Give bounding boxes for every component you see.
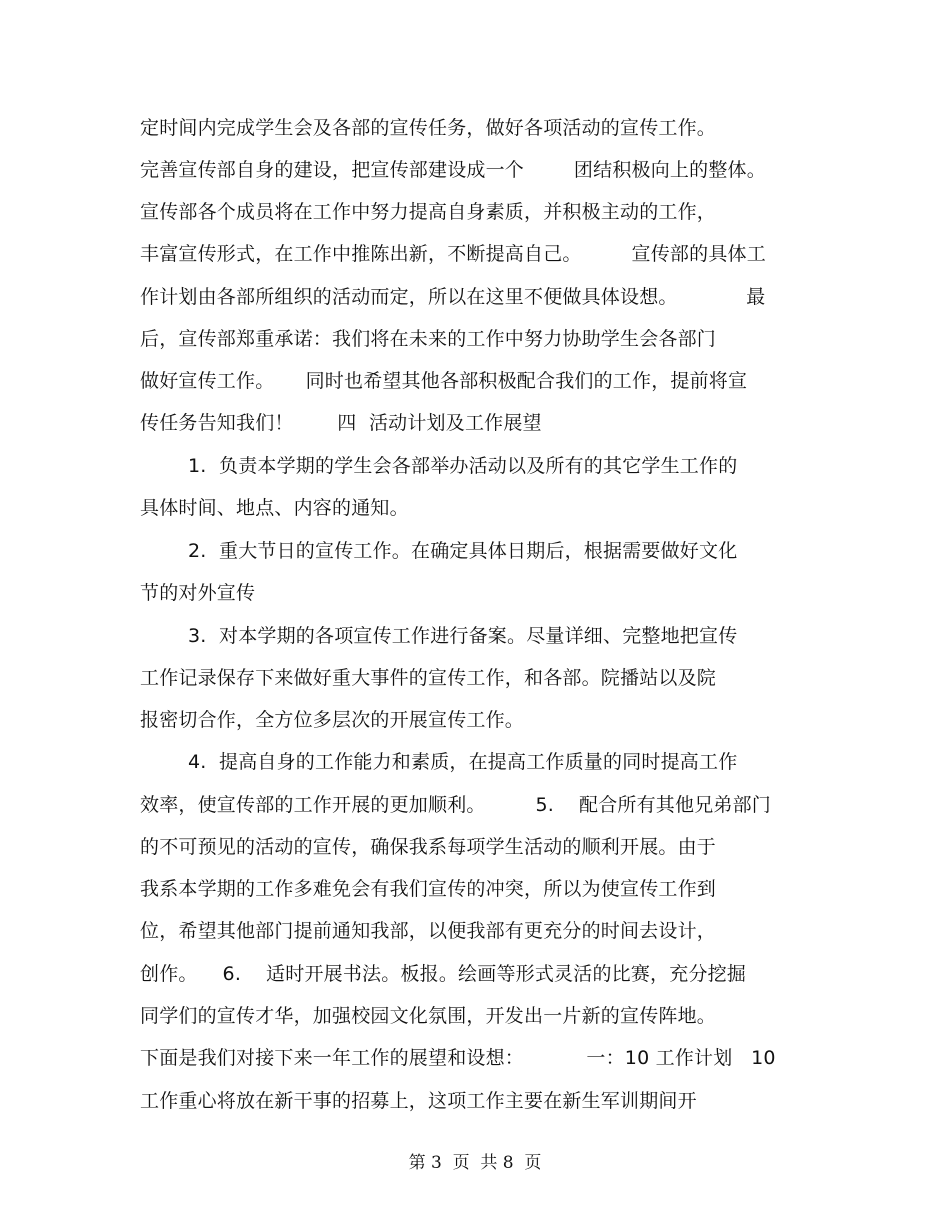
list-item-3: 3. 对本学期的各项宣传工作进行备案。尽量详细、完整地把宣传 xyxy=(188,625,738,647)
text-line: 我系本学期的工作多难免会有我们宣传的冲突，所以为使宣传工作到 xyxy=(140,878,717,900)
page-footer: 第 3 页 共 8 页 xyxy=(408,1153,542,1173)
text-line: 工作重心将放在新干事的招募上，这项工作主要在新生军训期间开 xyxy=(140,1090,697,1112)
text-line: 作计划由各部所组织的活动而定，所以在这里不便做具体设想。 最 xyxy=(140,286,766,308)
text-line: 宣传部各个成员将在工作中努力提高自身素质，并积极主动的工作， xyxy=(140,201,717,223)
text-line: 位，希望其他部门提前通知我部，以便我部有更充分的时间去设计， xyxy=(140,920,717,942)
text-line: 的不可预见的活动的宣传，确保我系每项学生活动的顺利开展。由于 xyxy=(140,836,717,858)
list-item-4: 4. 提高自身的工作能力和素质，在提高工作质量的同时提高工作 xyxy=(188,751,738,773)
text-line: 工作记录保存下来做好重大事件的宣传工作，和各部。院播站以及院 xyxy=(140,667,717,689)
text-line: 具体时间、地点、内容的通知。 xyxy=(140,497,409,519)
text-line: 完善宣传部自身的建设，把宣传部建设成一个 团结积极向上的整体。 xyxy=(140,159,766,181)
text-line: 丰富宣传形式，在工作中推陈出新，不断提高自己。 宣传部的具体工 xyxy=(140,243,766,265)
text-line: 创作。 6. 适时开展书法。板报。绘画等形式灵活的比赛，充分挖掘 xyxy=(140,963,747,985)
text-line: 下面是我们对接下来一年工作的展望和设想： 一：10 工作计划 10 xyxy=(140,1047,776,1069)
text-line: 节的对外宣传 xyxy=(140,582,256,604)
list-item-1: 1. 负责本学期的学生会各部举办活动以及所有的其它学生工作的 xyxy=(188,455,738,477)
text-line: 效率，使宣传部的工作开展的更加顺利。 5. 配合所有其他兄弟部门 xyxy=(140,794,772,816)
text-line: 后，宣传部郑重承诺：我们将在未来的工作中努力协助学生会各部门 xyxy=(140,328,717,350)
text-line: 传任务告知我们！ 四 活动计划及工作展望 xyxy=(140,412,542,434)
text-line: 报密切合作，全方位多层次的开展宣传工作。 xyxy=(140,709,525,731)
text-line: 同学们的宣传才华，加强校园文化氛围，开发出一片新的宣传阵地。 xyxy=(140,1005,717,1027)
text-line: 做好宣传工作。 同时也希望其他各部积极配合我们的工作，提前将宣 xyxy=(140,370,748,392)
text-line: 定时间内完成学生会及各部的宣传任务，做好各项活动的宣传工作。 xyxy=(140,117,717,139)
list-item-2: 2. 重大节日的宣传工作。在确定具体日期后，根据需要做好文化 xyxy=(188,540,738,562)
